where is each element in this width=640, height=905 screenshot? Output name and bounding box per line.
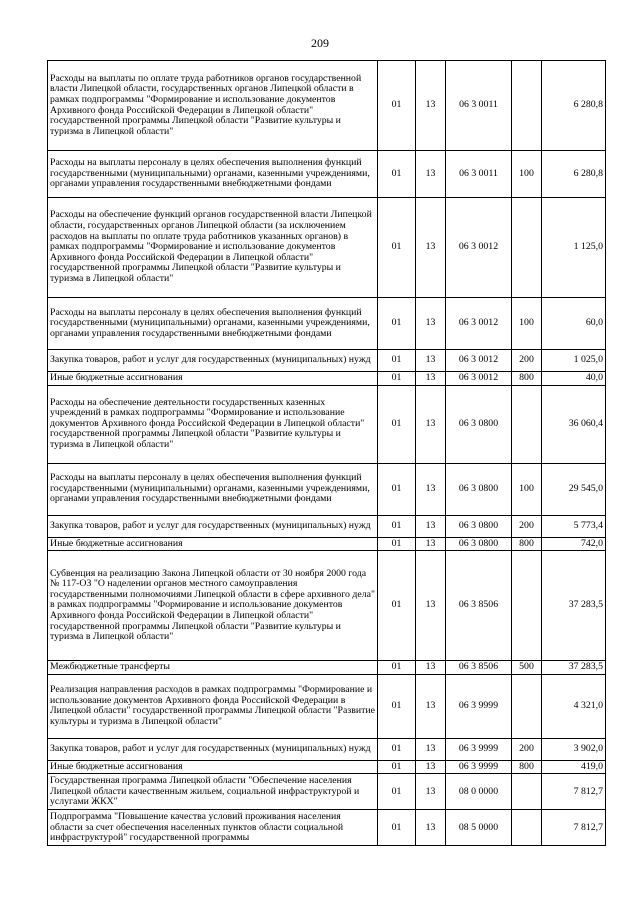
section-code: 01 bbox=[378, 198, 416, 298]
subsection-code: 13 bbox=[416, 372, 446, 386]
target-article-code: 06 3 0800 bbox=[446, 537, 512, 551]
section-code: 01 bbox=[378, 551, 416, 661]
section-code: 01 bbox=[378, 661, 416, 675]
subsection-code: 13 bbox=[416, 61, 446, 151]
table-body bbox=[48, 61, 606, 846]
subsection-code: 13 bbox=[416, 515, 446, 537]
target-article-code: 06 3 9999 bbox=[446, 738, 512, 760]
table-row bbox=[48, 151, 606, 198]
amount: 7 812,7 bbox=[542, 774, 606, 810]
row-description: Реализация направления расходов в рамках подпрограммы "Формирование и использование документов Архивного фонда Российской Федерации в Липецкой области" государственной программы Липецкой области "Развитие культуры и туризма в Липецкой области" bbox=[48, 674, 378, 738]
table-row bbox=[48, 674, 606, 738]
expense-type-code: 100 bbox=[512, 151, 542, 198]
subsection-code: 13 bbox=[416, 463, 446, 515]
subsection-code: 13 bbox=[416, 810, 446, 846]
target-article-code: 06 3 0012 bbox=[446, 198, 512, 298]
row-description: Расходы на обеспечение деятельности государственных казенных учреждений в рамках подпрограммы "Формирование и использование документов Архивного фонда Российской Федерации в Липецкой области" государственной программы Липецкой области "Развитие культуры и туризма в Липецкой области" bbox=[48, 385, 378, 463]
section-code: 01 bbox=[378, 515, 416, 537]
section-code: 01 bbox=[378, 537, 416, 551]
row-description: Государственная программа Липецкой области "Обеспечение населения Липецкой области качественным жильем, социальной инфраструктурой и услугами ЖКХ" bbox=[48, 774, 378, 810]
section-code: 01 bbox=[378, 674, 416, 738]
target-article-code: 06 3 0011 bbox=[446, 61, 512, 151]
table-row bbox=[48, 372, 606, 386]
table-row bbox=[48, 537, 606, 551]
amount: 5 773,4 bbox=[542, 515, 606, 537]
expense-type-code: 200 bbox=[512, 515, 542, 537]
subsection-code: 13 bbox=[416, 537, 446, 551]
amount: 37 283,5 bbox=[542, 661, 606, 675]
row-description: Подпрограмма "Повышение качества условий проживания населения области за счет обеспечения населенных пунктов области социальной инфраструктурой" государственной программы bbox=[48, 810, 378, 846]
subsection-code: 13 bbox=[416, 760, 446, 774]
table-row bbox=[48, 198, 606, 298]
budget-table bbox=[47, 60, 606, 846]
expense-type-code bbox=[512, 774, 542, 810]
amount: 1 025,0 bbox=[542, 350, 606, 372]
expense-type-code: 200 bbox=[512, 738, 542, 760]
row-description: Иные бюджетные ассигнования bbox=[48, 760, 378, 774]
section-code: 01 bbox=[378, 463, 416, 515]
section-code: 01 bbox=[378, 738, 416, 760]
row-description: Иные бюджетные ассигнования bbox=[48, 537, 378, 551]
table-row bbox=[48, 515, 606, 537]
target-article-code: 06 3 0800 bbox=[446, 515, 512, 537]
table-row bbox=[48, 661, 606, 675]
subsection-code: 13 bbox=[416, 385, 446, 463]
table-row bbox=[48, 738, 606, 760]
row-description: Субвенция на реализацию Закона Липецкой области от 30 ноября 2000 года № 117-ОЗ "О наделении органов местного самоуправления государственными полномочиями Липецкой области в сфере архивного дела" в рамках подпрограммы "Формирование и использование документов Архивного фонда Российской Федерации в Липецкой области" государственной программы Липецкой области "Развитие культуры и туризма в Липецкой области" bbox=[48, 551, 378, 661]
section-code: 01 bbox=[378, 385, 416, 463]
table-row bbox=[48, 463, 606, 515]
amount: 60,0 bbox=[542, 298, 606, 350]
expense-type-code: 500 bbox=[512, 661, 542, 675]
section-code: 01 bbox=[378, 810, 416, 846]
section-code: 01 bbox=[378, 774, 416, 810]
expense-type-code bbox=[512, 674, 542, 738]
target-article-code: 08 5 0000 bbox=[446, 810, 512, 846]
target-article-code: 06 3 0011 bbox=[446, 151, 512, 198]
row-description: Расходы на выплаты персоналу в целях обеспечения выполнения функций государственными (муниципальными) органами, казенными учреждениями, органами управления государственными внебюджетными фондами bbox=[48, 151, 378, 198]
expense-type-code: 100 bbox=[512, 298, 542, 350]
table-row bbox=[48, 61, 606, 151]
page-number: 209 bbox=[311, 36, 329, 50]
section-code: 01 bbox=[378, 61, 416, 151]
target-article-code: 06 3 0800 bbox=[446, 385, 512, 463]
expense-type-code: 800 bbox=[512, 537, 542, 551]
expense-type-code: 800 bbox=[512, 760, 542, 774]
amount: 40,0 bbox=[542, 372, 606, 386]
expense-type-code: 200 bbox=[512, 350, 542, 372]
row-description: Иные бюджетные ассигнования bbox=[48, 372, 378, 386]
expense-type-code bbox=[512, 551, 542, 661]
table-row bbox=[48, 350, 606, 372]
target-article-code: 06 3 8506 bbox=[446, 661, 512, 675]
amount: 29 545,0 bbox=[542, 463, 606, 515]
table-row bbox=[48, 760, 606, 774]
target-article-code: 06 3 9999 bbox=[446, 760, 512, 774]
amount: 6 280,8 bbox=[542, 151, 606, 198]
amount: 7 812,7 bbox=[542, 810, 606, 846]
expense-type-code: 800 bbox=[512, 372, 542, 386]
target-article-code: 08 0 0000 bbox=[446, 774, 512, 810]
section-code: 01 bbox=[378, 372, 416, 386]
amount: 3 902,0 bbox=[542, 738, 606, 760]
section-code: 01 bbox=[378, 760, 416, 774]
row-description: Межбюджетные трансферты bbox=[48, 661, 378, 675]
row-description: Расходы на выплаты персоналу в целях обеспечения выполнения функций государственными (муниципальными) органами, казенными учреждениями, органами управления государственными внебюджетными фондами bbox=[48, 298, 378, 350]
table-row bbox=[48, 551, 606, 661]
row-description: Закупка товаров, работ и услуг для государственных (муниципальных) нужд bbox=[48, 515, 378, 537]
row-description: Расходы на выплаты персоналу в целях обеспечения выполнения функций государственными (муниципальными) органами, казенными учреждениями, органами управления государственными внебюджетными фондами bbox=[48, 463, 378, 515]
amount: 742,0 bbox=[542, 537, 606, 551]
table-row bbox=[48, 385, 606, 463]
expense-type-code bbox=[512, 198, 542, 298]
amount: 1 125,0 bbox=[542, 198, 606, 298]
target-article-code: 06 3 8506 bbox=[446, 551, 512, 661]
amount: 36 060,4 bbox=[542, 385, 606, 463]
expense-type-code bbox=[512, 61, 542, 151]
row-description: Закупка товаров, работ и услуг для государственных (муниципальных) нужд bbox=[48, 350, 378, 372]
section-code: 01 bbox=[378, 298, 416, 350]
subsection-code: 13 bbox=[416, 350, 446, 372]
table-row bbox=[48, 774, 606, 810]
section-code: 01 bbox=[378, 350, 416, 372]
target-article-code: 06 3 0012 bbox=[446, 350, 512, 372]
subsection-code: 13 bbox=[416, 661, 446, 675]
row-description: Закупка товаров, работ и услуг для государственных (муниципальных) нужд bbox=[48, 738, 378, 760]
amount: 419,0 bbox=[542, 760, 606, 774]
row-description: Расходы на выплаты по оплате труда работников органов государственной власти Липецкой области, государственных органов Липецкой области в рамках подпрограммы "Формирование и использование документов Архивного фонда Российской Федерации в Липецкой области" государственной программы Липецкой области "Развитие культуры и туризма в Липецкой области" bbox=[48, 61, 378, 151]
subsection-code: 13 bbox=[416, 738, 446, 760]
expense-type-code bbox=[512, 385, 542, 463]
subsection-code: 13 bbox=[416, 551, 446, 661]
subsection-code: 13 bbox=[416, 198, 446, 298]
amount: 6 280,8 bbox=[542, 61, 606, 151]
section-code: 01 bbox=[378, 151, 416, 198]
table-row bbox=[48, 298, 606, 350]
amount: 37 283,5 bbox=[542, 551, 606, 661]
expense-type-code: 100 bbox=[512, 463, 542, 515]
subsection-code: 13 bbox=[416, 674, 446, 738]
expense-type-code bbox=[512, 810, 542, 846]
subsection-code: 13 bbox=[416, 298, 446, 350]
subsection-code: 13 bbox=[416, 151, 446, 198]
target-article-code: 06 3 0012 bbox=[446, 298, 512, 350]
target-article-code: 06 3 9999 bbox=[446, 674, 512, 738]
table-row bbox=[48, 810, 606, 846]
amount: 4 321,0 bbox=[542, 674, 606, 738]
subsection-code: 13 bbox=[416, 774, 446, 810]
target-article-code: 06 3 0012 bbox=[446, 372, 512, 386]
target-article-code: 06 3 0800 bbox=[446, 463, 512, 515]
row-description: Расходы на обеспечение функций органов государственной власти Липецкой области, государственных органов Липецкой области (за исключением расходов на выплаты по оплате труда работников указанных органов) в рамках подпрограммы "Формирование и использование документов Архивного фонда Российской Федерации в Липецкой области" государственной программы Липецкой области "Развитие культуры и туризма в Липецкой области" bbox=[48, 198, 378, 298]
